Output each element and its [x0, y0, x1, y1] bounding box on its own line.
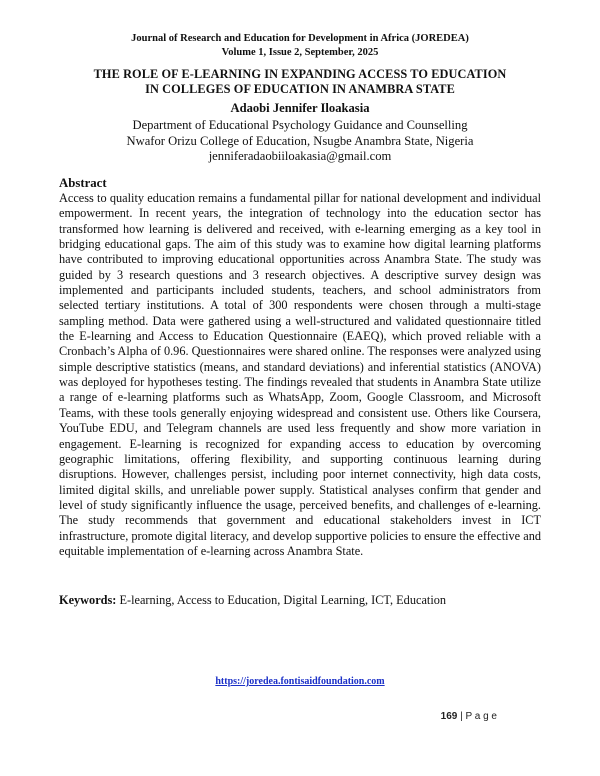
keywords	[59, 593, 541, 608]
affiliation-college: Nwafor Orizu College of Education, Nsugbe Anambra State, Nigeria	[126, 134, 474, 148]
journal-url-link[interactable]: https://joredea.fontisaidfoundation.com	[215, 676, 385, 687]
abstract-text: Access to quality education remains a fundamental pillar for national development and individual empowerment. In recent years, the integration of technology into the education sector has transformed how learning is delivered and received, with e-learning emerging as a key tool in bridging educational gaps. The aim of this study was to examine how digital learning platforms have contributed to improving educational opportunities across Anambra State. The study was guided by 3 research questions and 3 research objectives. A descriptive survey design was implemented and participants included students, teachers, and school administrators from selected tertiary institutions. A total of 300 respondents were chosen through a multi-stage sampling method. Data were gathered using a well-structured and validated questionnaire titled the E-learning and Access to Education Questionnaire (EAEQ), which proved reliable with a Cronbach’s Alpha of 0.96. Questionnaires were shared online. The responses were analyzed using simple descriptive statistics (means, and standard deviations) and inferential statistics (ANOVA) was deployed for hypotheses testing. The findings revealed that students in Anambra State utilize a range of e-learning platforms such as WhatsApp, Zoom, Google Classroom, and Microsoft Teams, with these tools generally enjoying widespread and consistent use. Others like Coursera, YouTube EDU, and Telegram channels are used less frequently and show more variation in engagement. E-learning is recognized for expanding access to education by overcoming geographic limitations, offering flexibility, and supporting continuous learning during disruptions. However, challenges persist, including poor internet connectivity, high data costs, limited digital skills, and unreliable power supply. Statistical analyses confirm that gender and level of study significantly influence the usage, perceived benefits, and challenges of e-learning. The study recommends that government and educational stakeholders invest in ICT infrastructure, promote digital literacy, and develop supportive policies to ensure the effective and equitable implementation of e-learning across Anambra State.	[59, 191, 541, 558]
keywords-label: Keywords:	[59, 593, 117, 607]
abstract-heading: Abstract	[59, 176, 107, 190]
journal-name: Journal of Research and Education for Development in Africa (JOREDEA)	[131, 33, 469, 44]
author-name: Adaobi Jennifer Iloakasia	[230, 101, 370, 115]
author-email: jenniferadaobiiloakasia@gmail.com	[208, 149, 392, 163]
journal-volume: Volume 1, Issue 2, September, 2025	[221, 47, 379, 58]
page-footer	[441, 711, 497, 722]
paper-title-line-2: IN COLLEGES OF EDUCATION IN ANAMBRA STATE	[145, 82, 455, 96]
page-label: | P a g e	[457, 711, 497, 722]
keywords-list: E-learning, Access to Education, Digital Learning, ICT, Education	[116, 593, 447, 607]
page-number: 169	[440, 711, 458, 722]
paper-title	[55, 67, 545, 97]
paper-title-line-1: THE ROLE OF E-LEARNING IN EXPANDING ACCESS TO EDUCATION	[93, 67, 507, 81]
affiliation-department: Department of Educational Psychology Guidance and Counselling	[132, 118, 468, 132]
